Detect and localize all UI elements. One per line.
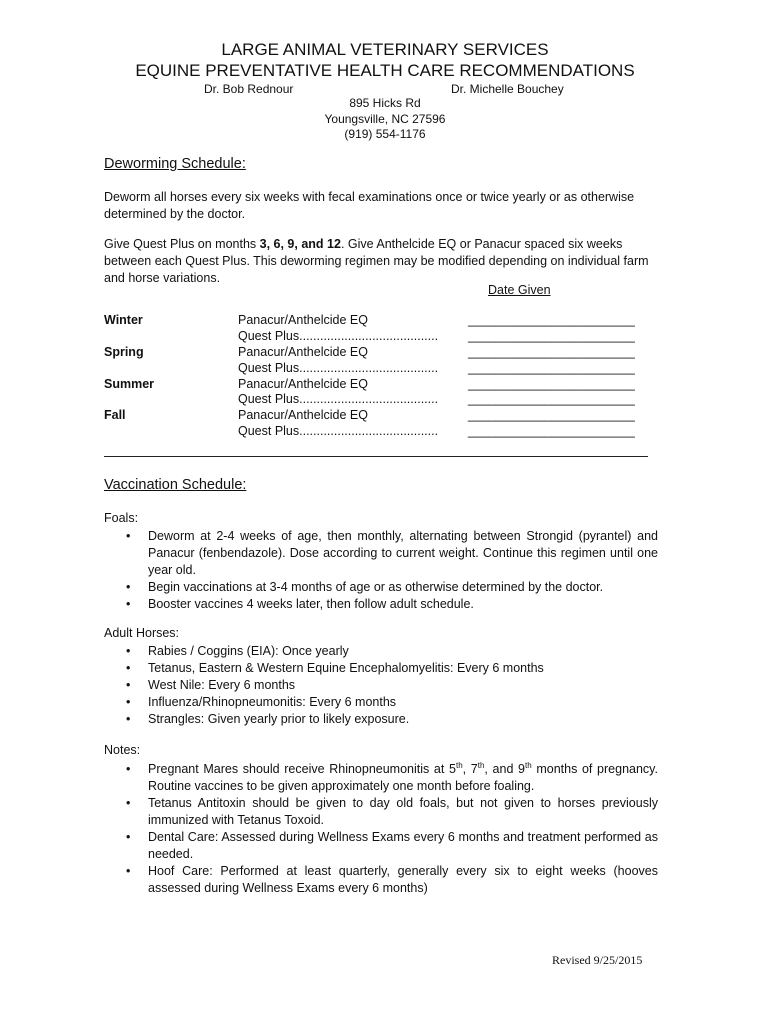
foals-label: Foals: <box>104 511 139 525</box>
doctor-left: Dr. Bob Rednour <box>204 82 294 96</box>
adult-horses-list <box>104 643 658 728</box>
list-item: • Influenza/Rhinopneumonitis: Every 6 months <box>104 694 658 711</box>
date-given-blank[interactable]: ________________________ <box>468 392 635 407</box>
clinic-address <box>0 96 770 143</box>
deworming-paragraph-2: Give Quest Plus on months 3, 6, 9, and 12. Give Anthelcide EQ or Panacur spaced six weeks between each Quest Plus. This deworming regimen may be modified depending on individual farm and horse variations. <box>104 237 649 285</box>
date-given-blank[interactable]: ________________________ <box>468 424 635 439</box>
dewormer-product: Panacur/Anthelcide EQ <box>238 408 368 423</box>
document-subtitle: EQUINE PREVENTATIVE HEALTH CARE RECOMMENDATIONS <box>135 61 635 80</box>
address-street: 895 Hicks Rd <box>349 96 421 110</box>
schedule-row <box>104 345 664 361</box>
dewormer-product: Panacur/Anthelcide EQ <box>238 344 368 359</box>
list-item: • Dental Care: Assessed during Wellness Exams every 6 months and treatment performed as needed. <box>104 829 658 863</box>
schedule-row <box>104 392 664 408</box>
date-given-blank[interactable]: ________________________ <box>468 344 635 359</box>
document-title: LARGE ANIMAL VETERINARY SERVICES <box>221 40 549 59</box>
season-label: Summer <box>104 376 155 391</box>
date-given-blank[interactable]: ________________________ <box>468 328 635 343</box>
schedule-row <box>104 377 664 393</box>
phone-number: (919) 554-1176 <box>344 127 426 141</box>
deworming-paragraph-1: Deworm all horses every six weeks with fecal examinations once or twice yearly or as otherwise determined by the doctor. <box>104 190 635 221</box>
date-given-blank[interactable]: ________________________ <box>468 408 635 423</box>
date-given-blank[interactable]: ________________________ <box>468 376 635 391</box>
dewormer-product: Quest Plus........................................ <box>238 392 439 407</box>
list-item: • Rabies / Coggins (EIA): Once yearly <box>104 643 658 660</box>
date-given-label: Date Given <box>488 283 551 297</box>
notes-list <box>104 761 658 897</box>
list-item: • Strangles: Given yearly prior to likely exposure. <box>104 711 658 728</box>
date-given-blank[interactable]: ________________________ <box>468 313 635 327</box>
revised-date: Revised 9/25/2015 <box>552 953 643 967</box>
date-given-blank[interactable]: ________________________ <box>468 360 635 375</box>
list-item: • West Nile: Every 6 months <box>104 677 658 694</box>
dewormer-product: Quest Plus........................................ <box>238 424 439 439</box>
schedule-row <box>104 313 664 329</box>
list-item: • Tetanus Antitoxin should be given to day old foals, but not given to horses previously immunized with Tetanus Toxoid. <box>104 795 658 829</box>
list-item: • Hoof Care: Performed at least quarterly, generally every six to eight weeks (hooves assessed during Wellness Exams every 6 months) <box>104 863 658 897</box>
dewormer-product: Quest Plus........................................ <box>238 360 439 375</box>
schedule-row <box>104 424 664 440</box>
list-item: • Deworm at 2-4 weeks of age, then monthly, alternating between Strongid (pyrantel) and Panacur (fenbendazole). Dose according to current weight. Continue this regimen until one year old. <box>104 528 658 579</box>
list-item: • Tetanus, Eastern & Western Equine Encephalomyelitis: Every 6 months <box>104 660 658 677</box>
section-divider <box>104 456 648 457</box>
season-label: Fall <box>104 408 126 423</box>
schedule-row <box>104 329 664 345</box>
list-item: • Booster vaccines 4 weeks later, then follow adult schedule. <box>104 596 658 613</box>
doctor-right: Dr. Michelle Bouchey <box>451 82 564 96</box>
address-city: Youngsville, NC 27596 <box>324 111 446 126</box>
deworming-schedule-table <box>104 313 664 440</box>
dewormer-product: Panacur/Anthelcide EQ <box>238 376 368 391</box>
schedule-row <box>104 408 664 424</box>
dewormer-product: Panacur/Anthelcide EQ <box>238 313 368 327</box>
foals-list <box>104 528 658 613</box>
season-label: Winter <box>104 313 143 327</box>
list-item: • Begin vaccinations at 3-4 months of age or as otherwise determined by the doctor. <box>104 579 658 596</box>
quest-plus-months: 3, 6, 9, and 12 <box>259 237 341 251</box>
dewormer-product: Quest Plus........................................ <box>238 328 439 343</box>
vaccination-heading: Vaccination Schedule: <box>104 477 247 493</box>
adult-horses-label: Adult Horses: <box>104 626 180 640</box>
season-label: Spring <box>104 344 144 359</box>
deworming-heading: Deworming Schedule: <box>104 156 246 172</box>
list-item: • Pregnant Mares should receive Rhinopneumonitis at 5th, 7th, and 9th months of pregnancy. Routine vaccines to be given approximately one month before foaling. <box>104 761 658 795</box>
notes-label: Notes: <box>104 743 141 757</box>
schedule-row <box>104 361 664 377</box>
